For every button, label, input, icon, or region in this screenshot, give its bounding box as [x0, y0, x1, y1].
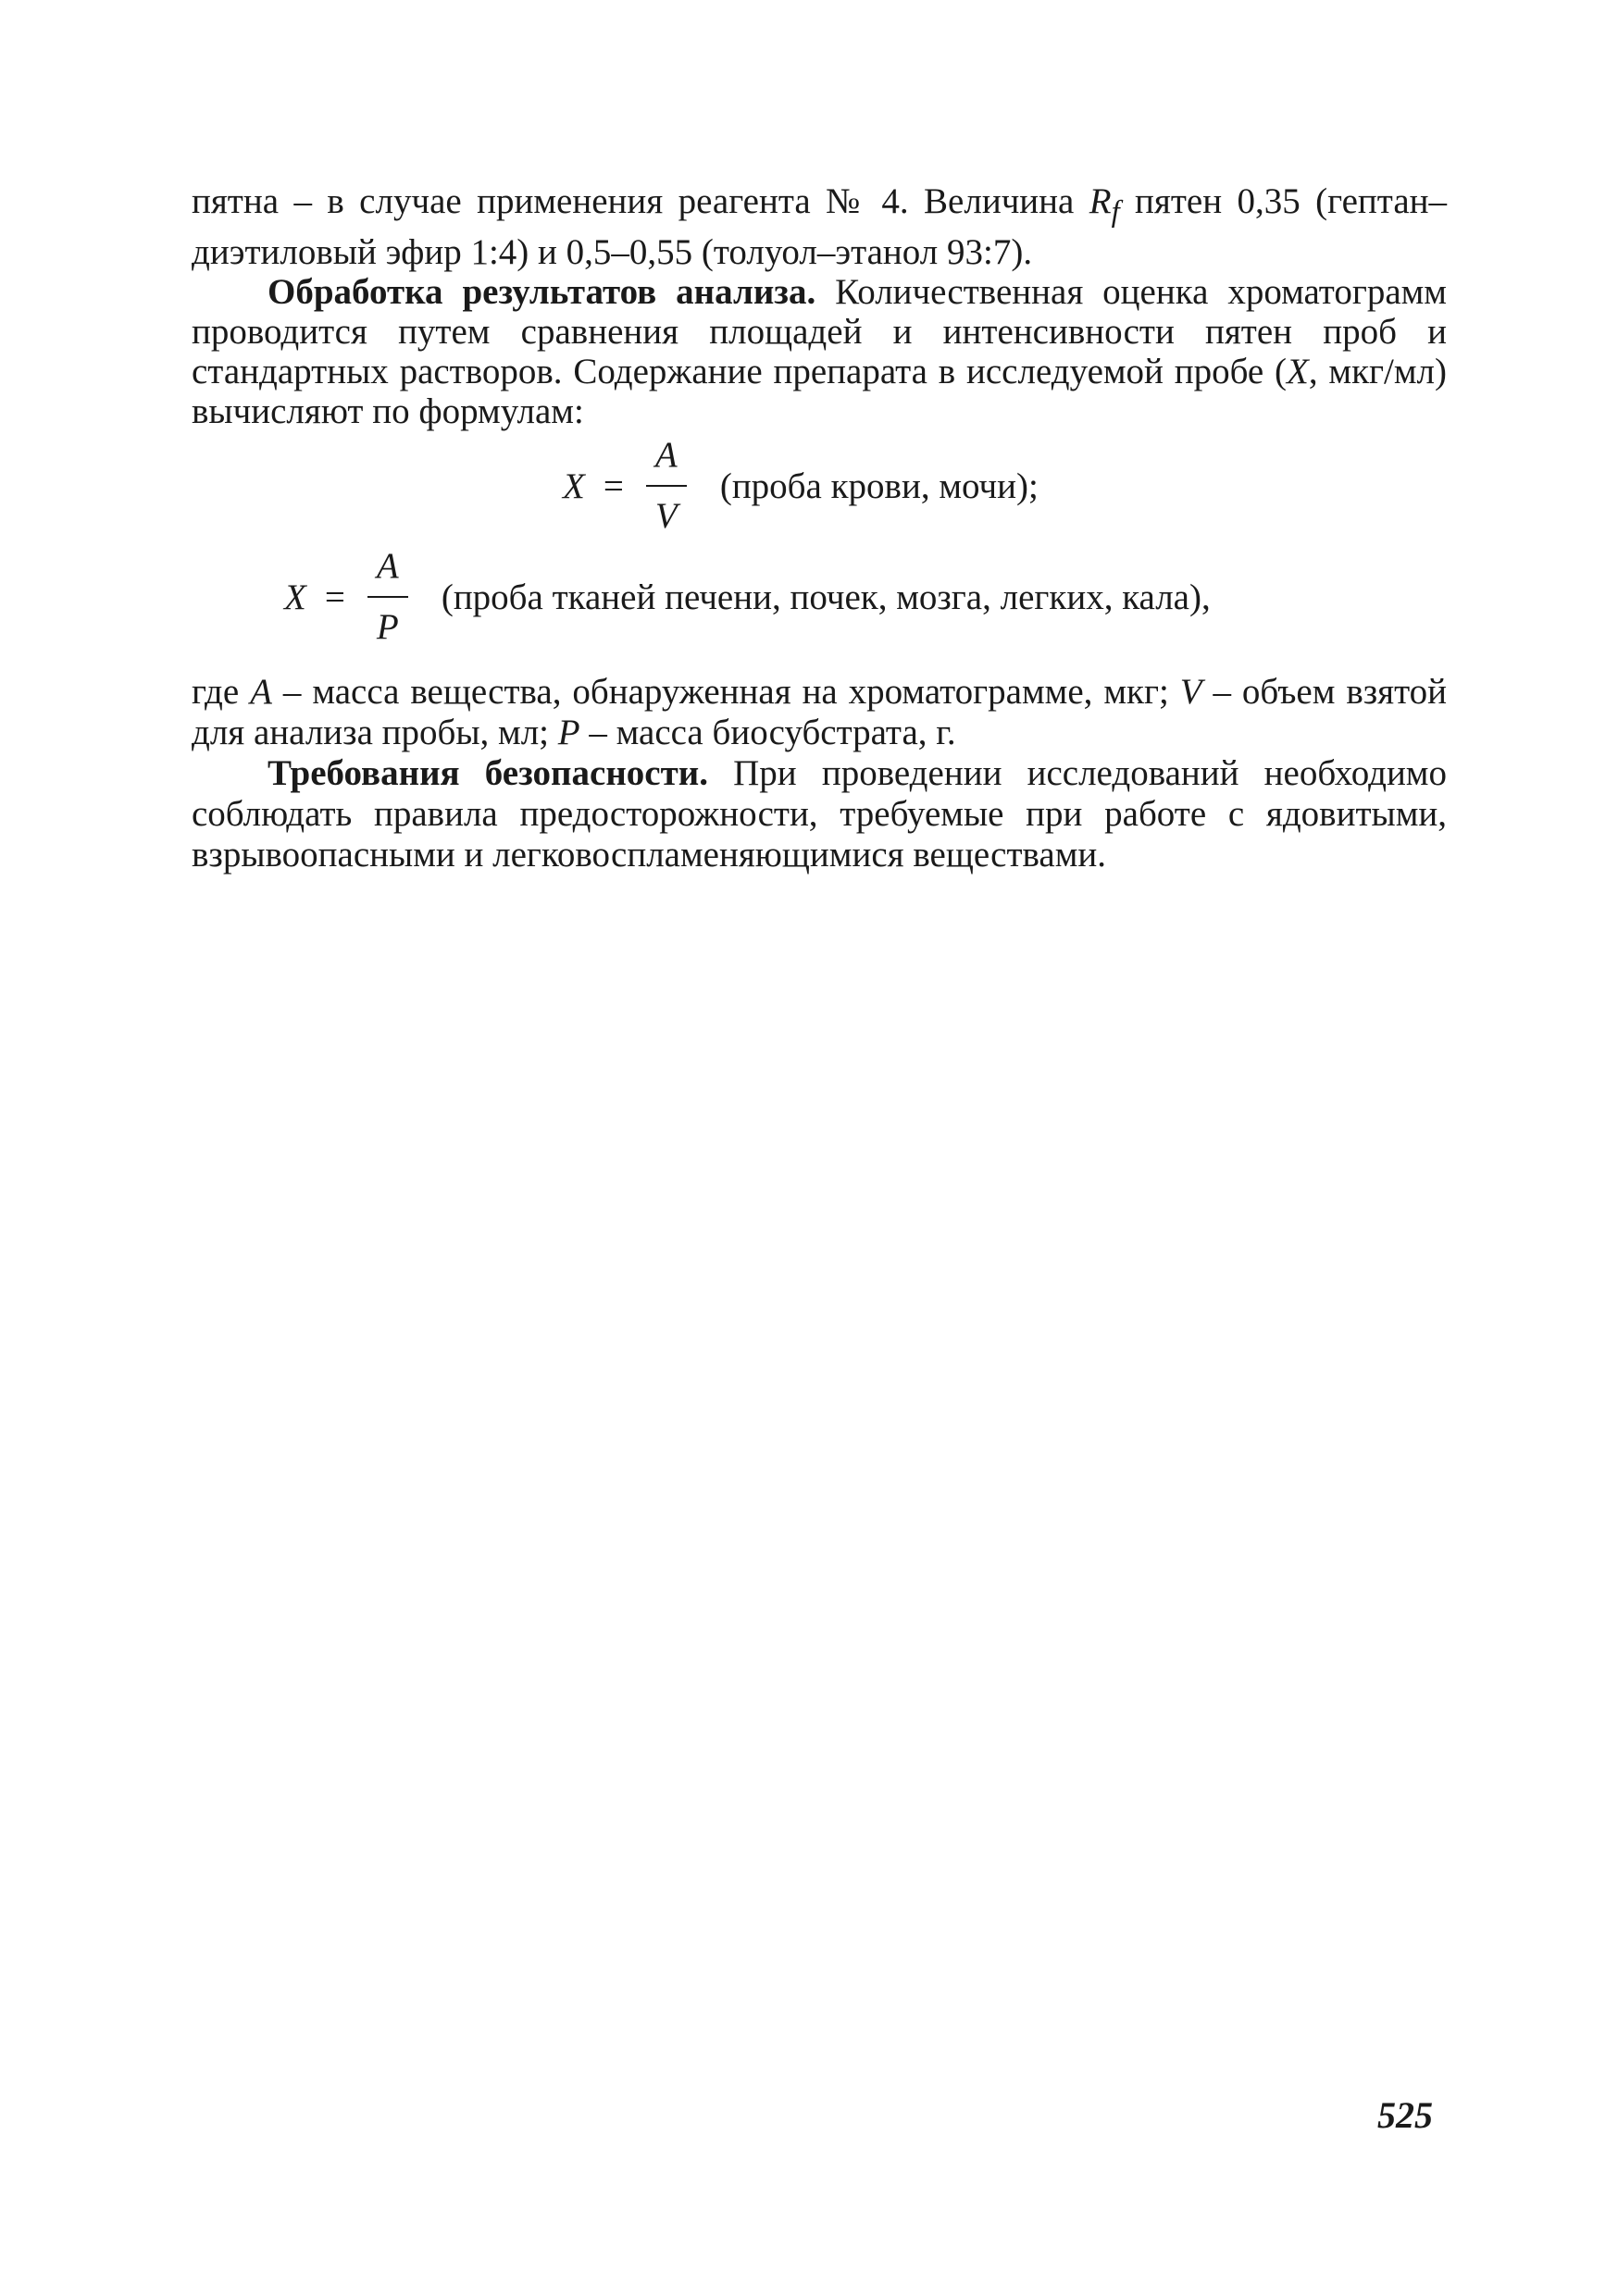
v-symbol: V [1179, 672, 1202, 712]
paragraph-results-processing [192, 272, 1447, 431]
paragraph-2-part-1: Количественная оценка хроматограмм проводится путем сравнения площадей и интенсивности пятен проб и стандартных растворов. Содержание препарата в исследуемой пробе ( [192, 271, 1447, 391]
paragraph-safety [192, 753, 1447, 875]
formula-1-denominator: V [654, 496, 678, 536]
paragraph-2-part-2: , мкг/мл) вычисляют по формулам: [192, 351, 1447, 431]
formula-2-fraction-bar [367, 596, 408, 598]
rf-symbol: R [1089, 181, 1112, 221]
formula-tissues [284, 546, 1211, 648]
paragraph-3-word-1: где [192, 672, 251, 712]
paragraph-3-word-3: – объем взятой для анализа пробы, мл; [192, 672, 1447, 752]
results-heading: Обработка результатов анализа. [268, 271, 816, 312]
paragraph-3-word-2: – масса вещества, обнаруженная на хроматограмме, мкг; [271, 672, 1180, 712]
paragraph-variables [192, 672, 1447, 753]
formula-1-fraction [646, 435, 687, 537]
formula-2-numerator: A [376, 546, 399, 586]
paragraph-1-part-2: пятен 0,35 (гептан–диэтиловый эфир 1:4) и 0,5–0,55 (толуол–этанол 93:7). [192, 181, 1448, 272]
page-number: 525 [1377, 2094, 1433, 2136]
formula-2-equals: = [324, 577, 345, 617]
formula-1-note: (проба крови, мочи); [719, 465, 1039, 506]
formula-2-denominator: P [376, 607, 399, 647]
x-symbol: X [1287, 351, 1309, 391]
paragraph-rf-values [192, 181, 1447, 272]
text-bottom [192, 672, 1447, 875]
formula-1-fraction-bar [646, 485, 687, 487]
a-symbol: A [250, 672, 272, 712]
formula-2-lhs: X [284, 577, 306, 617]
formula-2-note: (проба тканей печени, почек, мозга, легких, кала), [441, 577, 1211, 617]
formula-1-lhs: X [563, 465, 585, 506]
formula-1-equals: = [603, 465, 624, 506]
paragraph-1-part-1: пятна – в случае применения реагента № 4. Величина [192, 181, 1089, 221]
rf-subscript: f [1111, 194, 1120, 229]
safety-text: При проведении исследований необходимо соблюдать правила предосторожности, требуемые при работе с ядовитыми, взрывоопасными и легковоспламеняющимися веществами. [192, 753, 1447, 875]
safety-heading: Требования безопасности. [268, 753, 708, 793]
paragraph-3-word-4: – масса биосубстрата, г. [579, 713, 956, 752]
formula-blood-urine [563, 435, 1039, 537]
text-top [192, 181, 1447, 431]
formula-1-numerator: A [654, 435, 678, 475]
p-symbol: P [557, 713, 580, 752]
formula-2-fraction [367, 546, 408, 648]
